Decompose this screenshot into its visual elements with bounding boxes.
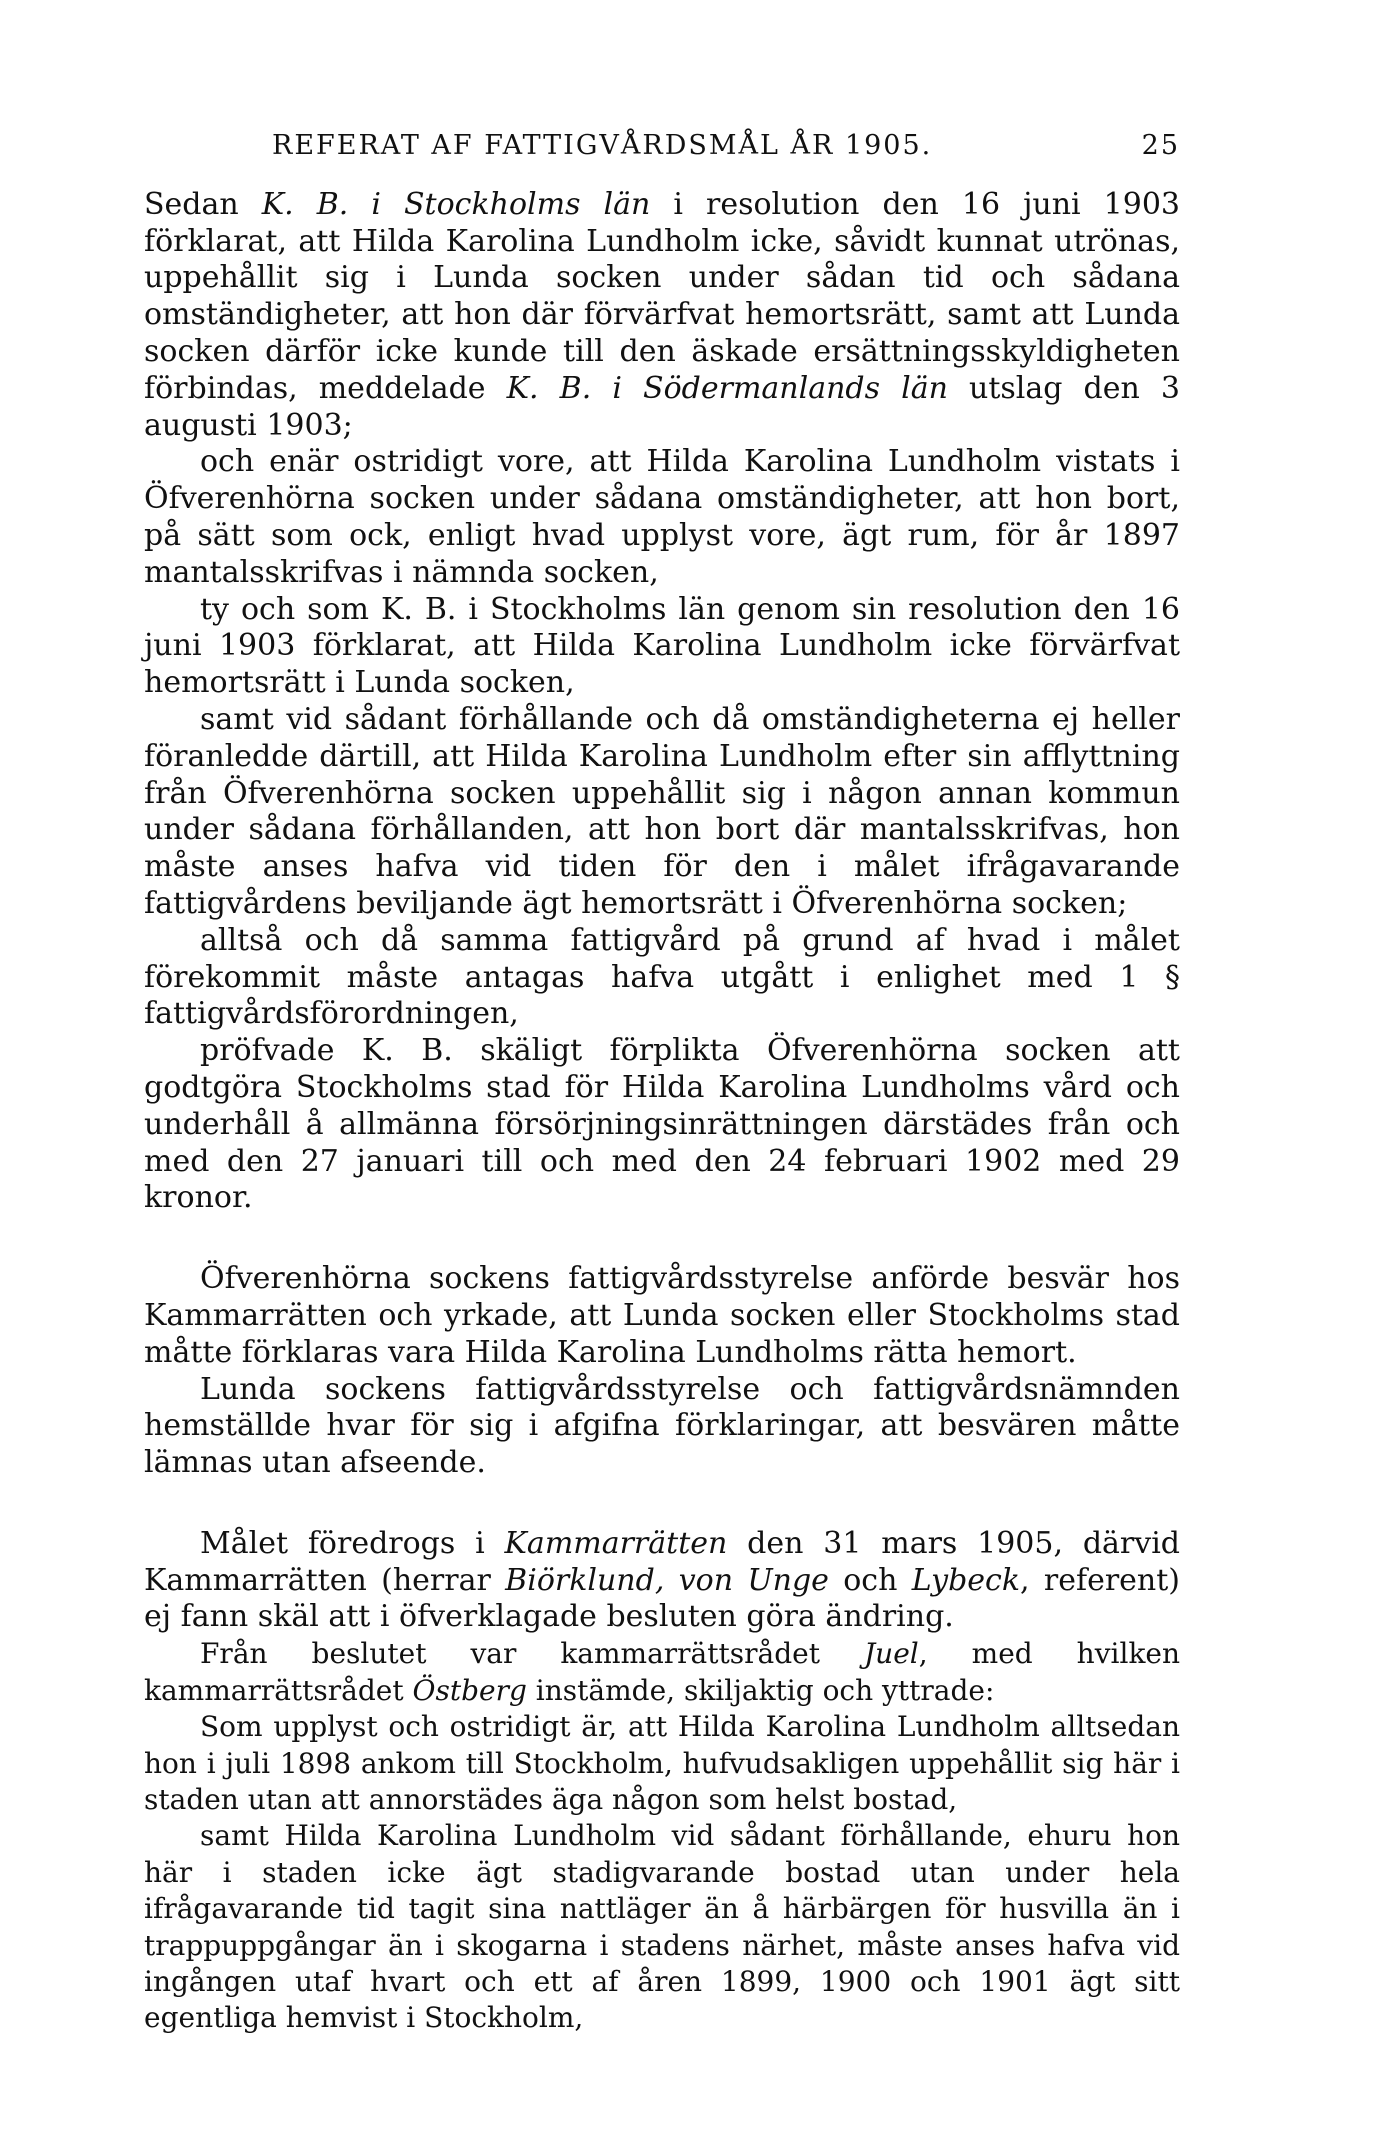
text-run: Målet föredrogs i xyxy=(200,1525,505,1561)
paragraph xyxy=(144,923,1180,1033)
paragraph xyxy=(144,1261,1180,1371)
italic-text: Lybeck xyxy=(911,1562,1021,1598)
header-title: REFERAT AF FATTIGVÅRDSMÅL ÅR 1905. xyxy=(272,130,933,161)
text-run: Sedan xyxy=(144,186,262,222)
italic-text: Kammarrätten xyxy=(504,1525,728,1561)
paragraph xyxy=(144,1709,1180,1818)
text-run: samt Hilda Karolina Lundholm vid sådant förhållande, ehuru hon här i staden icke ägt stadigvarande bostad utan under hela ifrågavarande tid tagit sina nattläger än å härbärgen för husvilla än i trappuppgångar än i skogarna i stadens närhet, måste anses hafva vid ingången utaf hvart och ett af åren 1899, 1900 och 1901 ägt sitt egentliga hemvist i Stockholm, xyxy=(144,1819,1180,2035)
paragraph xyxy=(144,1818,1180,2036)
text-run: samt vid sådant förhållande och då omständigheterna ej heller föranledde därtill, att Hilda Karolina Lundholm efter sin afflyttning från Öfverenhörna socken uppehållit sig i någon annan kommun under sådana förhållanden, att hon bort där mantalsskrifvas, hon måste anses hafva vid tiden för den i målet ifrågavarande fattigvårdens beviljande ägt hemortsrätt i Öfverenhörna socken; xyxy=(144,701,1180,921)
italic-text: K. B. i Södermanlands län xyxy=(506,370,948,406)
text-run: och xyxy=(828,1562,912,1598)
text-run: Som upplyst och ostridigt är, att Hilda Karolina Lundholm alltsedan hon i juli 1898 ankom till Stockholm, hufvudsakligen uppehållit sig här i staden utan att annorstädes äga någon som helst bostad, xyxy=(144,1710,1180,1816)
paragraph xyxy=(144,1372,1180,1482)
text-run: Öfverenhörna sockens fattigvårdsstyrelse anförde besvär hos Kammarrätten och yrkade, att Lunda socken eller Stockholms stad måtte förklaras vara Hilda Karolina Lundholms rätta hemort. xyxy=(144,1261,1180,1370)
italic-text: Biörklund, von Unge xyxy=(505,1562,829,1598)
italic-text: Östberg xyxy=(412,1673,527,1707)
document-page xyxy=(144,128,1180,2068)
text-run: , referent) ej fann skäl att i öfverklagade besluten göra ändring. xyxy=(144,1562,1180,1635)
text-run: pröfvade K. B. skäligt förplikta Öfverenhörna socken att godtgöra Stockholms stad för Hilda Karolina Lundholms vård och underhåll å allmänna försörjningsinrättningen därstädes från och med den 27 januari till och med den 24 februari 1902 med 29 kronor. xyxy=(144,1033,1180,1216)
paragraph xyxy=(144,702,1180,923)
paragraph xyxy=(144,592,1180,702)
text-run: Lunda sockens fattigvårdsstyrelse och fattigvårdsnämnden hemställde hvar för sig i afgifna förklaringar, att besvären måtte lämnas utan afseende. xyxy=(144,1371,1180,1481)
running-header xyxy=(144,128,1180,165)
text-run: Från beslutet var kammarrättsrådet xyxy=(200,1637,864,1671)
text-run: ty och som K. B. i Stockholms län genom sin resolution den 16 juni 1903 förklarat, att Hilda Karolina Lundholm icke förvärfvat hemortsrätt i Lunda socken, xyxy=(144,591,1180,701)
paragraph xyxy=(144,187,1180,445)
text-run: , med hvilken kammarrättsrådet xyxy=(144,1637,1181,1707)
body-text xyxy=(144,187,1180,2037)
text-run: och enär ostridigt vore, att Hilda Karolina Lundholm vistats i Öfverenhörna socken under sådana omständigheter, att hon bort, på sätt som ock, enligt hvad upplyst vore, ägt rum, för år 1897 mantalsskrifvas i nämnda socken, xyxy=(144,444,1180,590)
italic-text: K. B. i Stockholms län xyxy=(261,186,651,222)
italic-text: Juel xyxy=(863,1637,919,1671)
text-run: i resolution den 16 juni 1903 förklarat, att Hilda Karolina Lundholm icke, såvidt kunnat utrönas, uppehållit sig i Lunda socken under sådan tid och sådana omständigheter, att hon där förvärfvat hemortsrätt, samt att Lunda socken därför icke kunde till den äskade ersättningsskyldigheten förbindas, meddelade xyxy=(144,186,1180,406)
paragraph-gap xyxy=(144,1217,1180,1261)
page-number: 25 xyxy=(1141,130,1180,161)
text-run: den 31 mars 1905, därvid Kammarrätten (herrar xyxy=(144,1525,1181,1598)
text-run: alltså och då samma fattigvård på grund af hvad i målet förekommit måste antagas hafva utgått i enlighet med 1 § fattigvårdsförordningen, xyxy=(144,922,1180,1032)
paragraph xyxy=(144,444,1180,591)
paragraph xyxy=(144,1526,1180,1636)
paragraph xyxy=(144,1636,1180,1709)
paragraph xyxy=(144,1033,1180,1217)
paragraph-gap xyxy=(144,1482,1180,1526)
text-run: instämde, skiljaktig och yttrade: xyxy=(526,1673,995,1707)
text-run: utslag den 3 augusti 1903; xyxy=(144,370,1180,443)
